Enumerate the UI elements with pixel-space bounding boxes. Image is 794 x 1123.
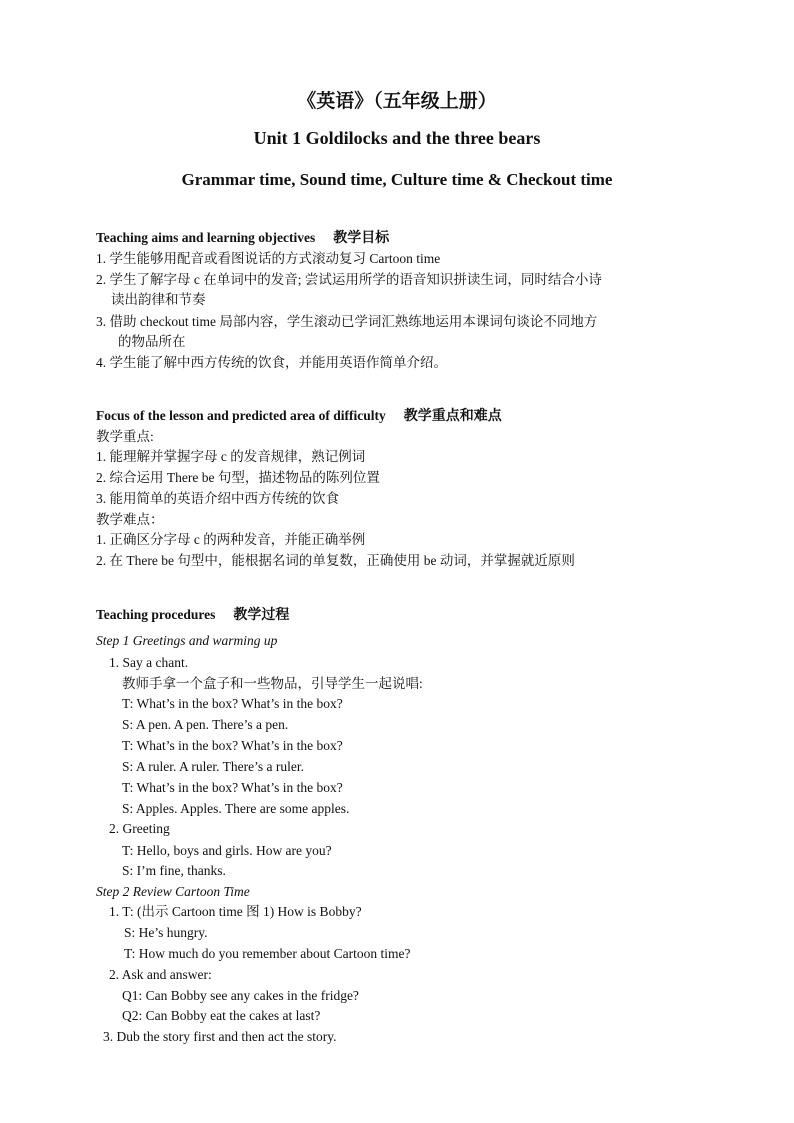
aims-item: 4. 学生能了解中西方传统的饮食，并能用英语作简单介绍。 (96, 355, 447, 370)
step-1-line: S: Apples. Apples. There are some apples. (122, 801, 350, 816)
step-2-line: Q2: Can Bobby eat the cakes at last? (122, 1008, 321, 1023)
aims-heading-cn: 教学目标 (333, 231, 390, 246)
step-1-line: S: A ruler. A ruler. There’s a ruler. (122, 759, 304, 774)
step-1-line: T: Hello, boys and girls. How are you? (122, 843, 332, 858)
step-1-line: 2. Greeting (109, 821, 170, 836)
key-point-item: 2. 综合运用 There be 句型，描述物品的陈列位置 (96, 470, 380, 485)
lesson-title: Grammar time, Sound time, Culture time & Checkout time (181, 170, 613, 189)
step-1-line: S: A pen. A pen. There’s a pen. (122, 717, 289, 732)
aims-heading-en: Teaching aims and learning objectives (96, 230, 316, 245)
step-2-line: 3. Dub the story first and then act the story. (103, 1029, 337, 1044)
step-1-heading: Step 1 Greetings and warming up (96, 633, 278, 648)
step-2-line: T: How much do you remember about Cartoon time? (124, 946, 411, 961)
step-1-line: T: What’s in the box? What’s in the box? (122, 696, 343, 711)
key-points-label: 教学重点: (96, 429, 154, 444)
procedures-heading-cn: 教学过程 (233, 608, 290, 623)
unit-title: Unit 1 Goldilocks and the three bears (253, 128, 541, 148)
key-point-item: 3. 能用简单的英语介绍中西方传统的饮食 (96, 491, 339, 506)
key-point-item: 1. 能理解并掌握字母 c 的发音规律，熟记例词 (96, 449, 366, 464)
difficulty-item: 1. 正确区分字母 c 的两种发音，并能正确举例 (96, 532, 366, 547)
focus-heading (96, 407, 502, 426)
step-1-line: T: What’s in the box? What’s in the box? (122, 738, 343, 753)
aims-item: 2. 学生了解字母 c 在单词中的发音; 尝试运用所学的语音知识拼读生词，同时结合小诗 (96, 272, 602, 287)
step-1-line: T: What’s in the box? What’s in the box? (122, 780, 343, 795)
aims-item: 读出韵律和节奏 (111, 292, 206, 307)
step-1-line: 教师手拿一个盒子和一些物品，引导学生一起说唱: (122, 676, 423, 691)
focus-heading-cn: 教学重点和难点 (403, 409, 502, 424)
document-title: 《英语》（五年级上册） (297, 91, 497, 112)
aims-item: 1. 学生能够用配音或看图说话的方式滚动复习 Cartoon time (96, 251, 441, 266)
step-1-line: 1. Say a chant. (109, 655, 189, 670)
aims-item: 的物品所在 (118, 334, 186, 349)
focus-heading-en: Focus of the lesson and predicted area of difficulty (96, 408, 386, 423)
procedures-heading (96, 606, 289, 625)
step-2-line: 1. T: (出示 Cartoon time 图 1) How is Bobby? (109, 904, 362, 919)
step-2-heading: Step 2 Review Cartoon Time (96, 884, 250, 899)
aims-heading (96, 229, 389, 248)
aims-item: 3. 借助 checkout time 局部内容，学生滚动已学词汇熟练地运用本课词句谈论不同地方 (96, 314, 598, 329)
step-2-line: 2. Ask and answer: (109, 967, 212, 982)
difficulty-label: 教学难点： (96, 512, 164, 527)
procedures-heading-en: Teaching procedures (96, 607, 216, 622)
difficulty-item: 2. 在 There be 句型中，能根据名词的单复数，正确使用 be 动词，并掌握就近原则 (96, 553, 575, 568)
step-2-line: S: He’s hungry. (124, 925, 208, 940)
step-2-line: Q1: Can Bobby see any cakes in the fridge? (122, 988, 359, 1003)
step-1-line: S: I’m fine, thanks. (122, 863, 226, 878)
